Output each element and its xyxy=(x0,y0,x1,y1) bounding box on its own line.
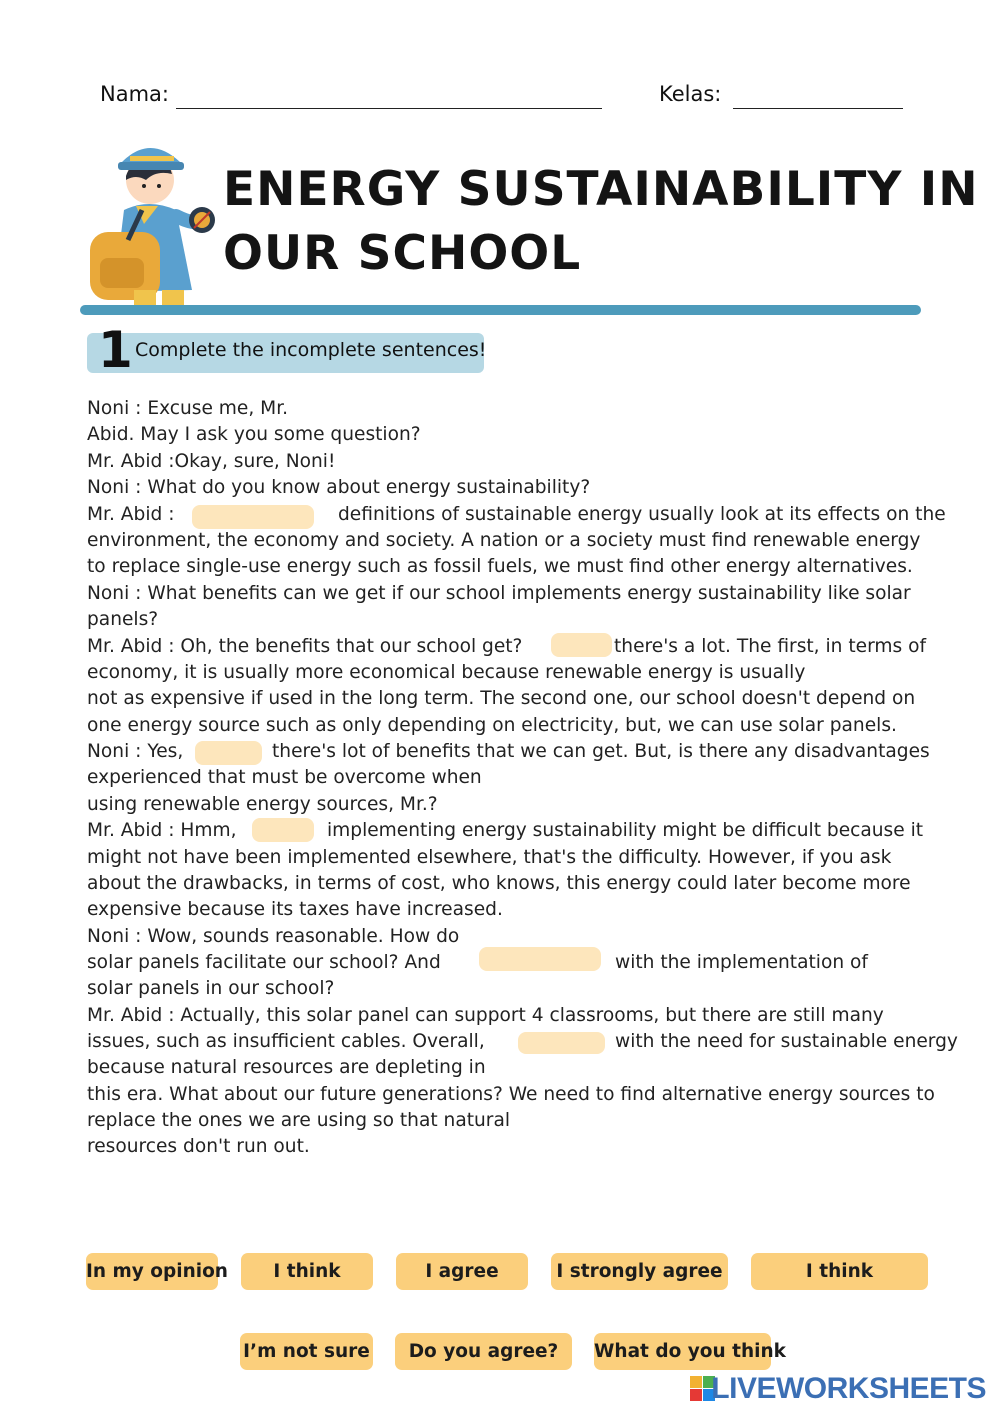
dialogue-line: not as expensive if used in the long term. The second one, our school doesn't depend on xyxy=(87,688,916,709)
title-line-2: OUR SCHOOL xyxy=(223,226,582,281)
title-divider xyxy=(80,305,921,315)
dialogue-line: might not have been implemented elsewhere, that's the difficulty. However, if you ask xyxy=(87,847,892,868)
dialogue-line: implementing energy sustainability might be difficult because it xyxy=(327,820,924,841)
class-label: Kelas: xyxy=(659,82,722,106)
dialogue-line: issues, such as insufficient cables. Overall, xyxy=(87,1031,485,1052)
dialogue-line: Mr. Abid : Hmm, xyxy=(87,820,237,841)
dialogue-line: with the need for sustainable energy xyxy=(615,1031,958,1052)
dialogue-line: Noni : Wow, sounds reasonable. How do xyxy=(87,926,460,947)
dialogue-line: about the drawbacks, in terms of cost, who knows, this energy could later become more xyxy=(87,873,911,894)
dialogue-line: economy, it is usually more economical because renewable energy is usually xyxy=(87,662,806,683)
liveworksheets-logo: LIVEWORKSHEETS xyxy=(711,1372,986,1405)
answer-blank-5[interactable] xyxy=(479,947,601,971)
dialogue-line: Noni : Excuse me, Mr. xyxy=(87,398,289,419)
dialogue-line: Mr. Abid :Okay, sure, Noni! xyxy=(87,451,336,472)
word-chip-what-do-you-think[interactable]: What do you think xyxy=(594,1333,771,1370)
word-chip-im-not-sure[interactable]: I’m not sure xyxy=(240,1333,373,1370)
instruction-text: Complete the incomplete sentences! xyxy=(135,339,487,361)
dialogue-line: one energy source such as only depending on electricity, but, we can use solar panels. xyxy=(87,715,897,736)
dialogue-line: panels? xyxy=(87,609,159,630)
word-chip-i-agree[interactable]: I agree xyxy=(396,1253,528,1290)
word-chip-do-you-agree[interactable]: Do you agree? xyxy=(395,1333,572,1370)
dialogue-line: to replace single-use energy such as fossil fuels, we must find other energy alternatives. xyxy=(87,556,913,577)
dialogue-line: definitions of sustainable energy usually look at its effects on the xyxy=(338,504,946,525)
dialogue-line: Mr. Abid : Actually, this solar panel can support 4 classrooms, but there are still many xyxy=(87,1005,884,1026)
word-chip-i-think-2[interactable]: I think xyxy=(751,1253,928,1290)
dialogue-line: Noni : Yes, xyxy=(87,741,184,762)
dialogue-line: with the implementation of xyxy=(615,952,868,973)
dialogue-line: replace the ones we are using so that natural xyxy=(87,1110,511,1131)
answer-blank-2[interactable] xyxy=(551,633,612,657)
dialogue-line: resources don't run out. xyxy=(87,1136,310,1157)
student-illustration xyxy=(84,140,219,306)
dialogue-line: Noni : What do you know about energy sustainability? xyxy=(87,477,591,498)
answer-blank-3[interactable] xyxy=(195,741,262,765)
name-field[interactable] xyxy=(176,108,602,109)
dialogue-line: there's a lot. The first, in terms of xyxy=(614,636,927,657)
dialogue-line: because natural resources are depleting in xyxy=(87,1057,486,1078)
dialogue-line: Mr. Abid : xyxy=(87,504,175,525)
answer-blank-4[interactable] xyxy=(252,818,314,842)
word-chip-i-think[interactable]: I think xyxy=(241,1253,373,1290)
title-line-1: ENERGY SUSTAINABILITY IN xyxy=(223,162,979,217)
dialogue-line: solar panels in our school? xyxy=(87,978,335,999)
word-chip-i-strongly-agree[interactable]: I strongly agree xyxy=(551,1253,728,1290)
dialogue-line: Abid. May I ask you some question? xyxy=(87,424,421,445)
dialogue-line: this era. What about our future generations? We need to find alternative energy sources to xyxy=(87,1084,935,1105)
dialogue-line: Noni : What benefits can we get if our school implements energy sustainability like solar xyxy=(87,583,911,604)
answer-blank-1[interactable] xyxy=(192,505,314,529)
dialogue-line: experienced that must be overcome when xyxy=(87,767,482,788)
name-label: Nama: xyxy=(100,82,169,106)
dialogue-line: expensive because its taxes have increased. xyxy=(87,899,503,920)
dialogue-line: there's lot of benefits that we can get. But, is there any disadvantages xyxy=(272,741,930,762)
dialogue-line: using renewable energy sources, Mr.? xyxy=(87,794,438,815)
dialogue-line: solar panels facilitate our school? And xyxy=(87,952,441,973)
class-field[interactable] xyxy=(733,108,903,109)
instruction-number: 1 xyxy=(98,321,133,379)
dialogue-line: Mr. Abid : Oh, the benefits that our school get? xyxy=(87,636,523,657)
answer-blank-6[interactable] xyxy=(518,1032,605,1054)
dialogue-line: environment, the economy and society. A nation or a society must find renewable energy xyxy=(87,530,921,551)
word-chip-in-my-opinion[interactable]: In my opinion xyxy=(86,1253,218,1290)
